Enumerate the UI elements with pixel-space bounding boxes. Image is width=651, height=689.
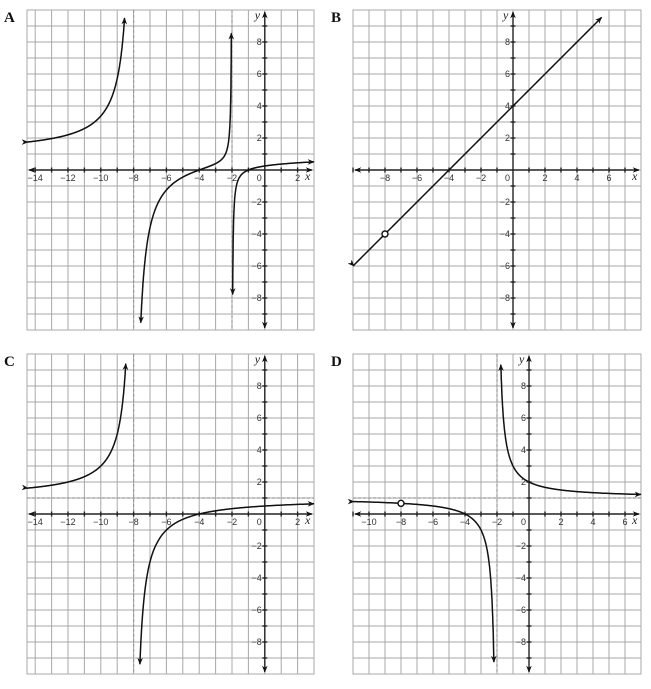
- x-tick-label: −10: [93, 517, 109, 527]
- axes: [353, 356, 639, 672]
- x-tick-label: −8: [379, 173, 391, 183]
- x-tick-label: −2: [475, 173, 487, 183]
- y-tick-label: 2: [256, 133, 262, 143]
- y-tick-label: 4: [504, 101, 510, 111]
- x-tick-label: −4: [459, 517, 471, 527]
- x-tick-label: 2: [295, 173, 301, 183]
- x-tick-label: 4: [590, 517, 596, 527]
- function-curve: [233, 162, 314, 295]
- x-tick-label: −8: [128, 517, 139, 527]
- y-tick-label: 8: [520, 381, 526, 391]
- x-tick-label: 2: [295, 517, 301, 527]
- x-axis-label: x: [632, 513, 638, 527]
- x-tick-label: −6: [161, 517, 172, 527]
- x-tick-label: −6: [161, 173, 172, 183]
- x-tick-label: −6: [411, 173, 423, 183]
- x-tick-label: −8: [128, 173, 139, 183]
- axes: [29, 356, 312, 672]
- function-curve: [141, 33, 232, 323]
- x-tick-label: 2: [542, 173, 548, 183]
- x-tick-label: −10: [93, 173, 109, 183]
- y-axis-label: y: [254, 8, 261, 22]
- graph-panel-a: [4, 8, 314, 330]
- y-tick-label: −2: [515, 541, 526, 551]
- function-curve: [354, 17, 602, 266]
- y-tick-label: 6: [256, 413, 262, 423]
- y-tick-label: 6: [256, 69, 262, 79]
- y-tick-label: 4: [256, 445, 262, 455]
- y-tick-label: 6: [520, 413, 526, 423]
- y-tick-label: −4: [251, 229, 262, 239]
- x-tick-label: −12: [60, 517, 76, 527]
- y-tick-label: −2: [499, 197, 510, 207]
- graph-panel-b: [331, 8, 641, 330]
- y-tick-label: −8: [251, 637, 262, 647]
- y-tick-label: 8: [504, 37, 510, 47]
- y-tick-label: −4: [251, 573, 262, 583]
- hole-point: [382, 231, 388, 237]
- x-tick-label: −14: [27, 517, 43, 527]
- x-tick-label: 6: [622, 517, 628, 527]
- y-tick-label: −2: [251, 541, 262, 551]
- panel-label: B: [331, 10, 342, 26]
- graph-panel-c: [4, 352, 314, 674]
- function-curve: [27, 364, 126, 489]
- y-tick-label: −6: [251, 605, 262, 615]
- y-axis-label: y: [503, 8, 509, 22]
- y-tick-label: 2: [504, 133, 510, 143]
- y-tick-label: 8: [256, 37, 262, 47]
- x-tick-label: −4: [443, 173, 455, 183]
- y-axis-label: y: [519, 352, 525, 366]
- x-tick-label: −12: [60, 173, 76, 183]
- x-tick-label: −10: [361, 517, 377, 527]
- y-tick-label: 4: [520, 445, 526, 455]
- origin-label: 0: [504, 173, 510, 183]
- y-tick-label: −8: [515, 637, 526, 647]
- x-tick-label: −2: [491, 517, 503, 527]
- hole-point: [398, 500, 404, 506]
- axes: [353, 12, 639, 328]
- y-tick-label: −4: [499, 229, 510, 239]
- y-tick-label: −6: [515, 605, 526, 615]
- origin-label: 0: [256, 517, 262, 527]
- origin-label: 0: [520, 517, 526, 527]
- panel-label: D: [331, 354, 342, 370]
- x-tick-label: −14: [27, 173, 43, 183]
- axes: [29, 12, 312, 328]
- y-tick-label: 2: [520, 477, 526, 487]
- y-tick-label: −4: [515, 573, 526, 583]
- x-tick-label: 6: [606, 173, 612, 183]
- y-tick-label: 8: [256, 381, 262, 391]
- x-tick-label: −2: [226, 517, 238, 527]
- x-tick-label: −2: [226, 173, 238, 183]
- y-tick-label: −8: [251, 293, 262, 303]
- x-tick-label: −8: [395, 517, 407, 527]
- panel-label: C: [4, 354, 15, 370]
- x-tick-label: −4: [194, 173, 205, 183]
- y-axis-label: y: [254, 352, 261, 366]
- origin-label: 0: [256, 173, 262, 183]
- graph-panel-d: [331, 352, 641, 674]
- y-tick-label: −6: [251, 261, 262, 271]
- x-tick-label: 2: [558, 517, 564, 527]
- x-axis-label: x: [305, 169, 311, 183]
- y-tick-label: −6: [499, 261, 510, 271]
- y-tick-label: 2: [256, 477, 262, 487]
- y-tick-label: −2: [251, 197, 262, 207]
- x-tick-label: −4: [194, 517, 205, 527]
- x-axis-label: x: [305, 513, 311, 527]
- y-tick-label: −8: [499, 293, 510, 303]
- x-axis-label: x: [632, 169, 638, 183]
- y-tick-label: 6: [504, 69, 510, 79]
- x-tick-label: 4: [574, 173, 580, 183]
- y-tick-label: 4: [256, 101, 262, 111]
- panel-label: A: [4, 10, 15, 26]
- x-tick-label: −6: [427, 517, 439, 527]
- function-curve: [27, 18, 124, 142]
